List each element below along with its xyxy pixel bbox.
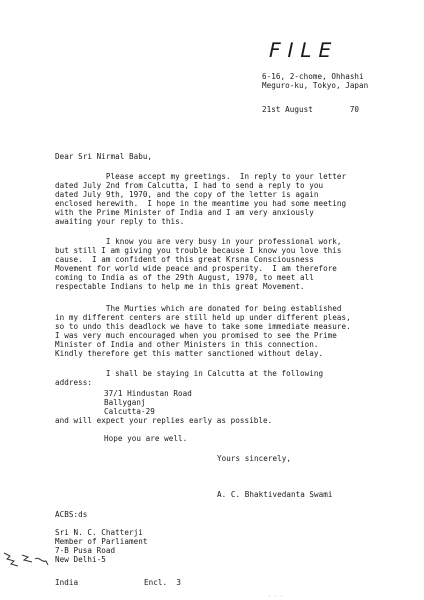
paragraph-line: Kindly therefore get this matter sanctioned without delay. [55, 349, 324, 358]
recipient-country: India [55, 578, 79, 587]
recipient-line: Sri N. C. Chatterji [55, 528, 143, 537]
sender-address-line-2: Meguro-ku, Tokyo, Japan [262, 81, 369, 90]
paragraph-line: The Murties which are donated for being established [55, 304, 342, 313]
recipient-line: Member of Parliament [55, 537, 148, 546]
file-stamp: FILE [266, 38, 341, 62]
paragraph-line: so to undo this deadlock we have to take some immediate measure. [55, 322, 351, 331]
paragraph-line: dated July 2nd from Calcutta, I had to send a reply to you [55, 181, 324, 190]
paragraph-line: in my different centers are still held up under different pleas, [55, 313, 351, 322]
stay-address-line: 37/1 Hindustan Road [104, 389, 192, 398]
scan-edge-mark: · · · [268, 594, 284, 600]
typist-initials: ACBS:ds [55, 510, 88, 519]
expect-line: and will expect your replies early as possible. [55, 416, 273, 425]
paragraph-line: but still I am giving you trouble because I know you love this [55, 246, 342, 255]
sign-off: Yours sincerely, [217, 454, 291, 463]
paragraph-line: Movement for world wide peace and prosperity. I am therefore [55, 264, 337, 273]
paragraph-line: I shall be staying in Calcutta at the following [55, 369, 324, 378]
letter-date: 21st August 70 [262, 105, 360, 114]
sender-address-line-1: 6-16, 2-chome, Ohhashi [262, 72, 364, 81]
recipient-line: New Delhi-5 [55, 555, 106, 564]
stay-address-line: Calcutta-29 [104, 407, 155, 416]
paragraph-line: I was very much encouraged when you promised to see the Prime [55, 331, 337, 340]
salutation: Dear Sri Nirmal Babu, [55, 152, 153, 161]
paragraph-line: with the Prime Minister of India and I am very anxiously [55, 208, 314, 217]
signature-name: A. C. Bhaktivedanta Swami [217, 490, 333, 499]
recipient-line: 7-B Pusa Road [55, 546, 116, 555]
paragraph-line: coming to India as of the 29th August, 1970, to meet all [55, 273, 314, 282]
paragraph-line: address: [55, 378, 92, 387]
paragraph-line: awaiting your reply to this. [55, 217, 185, 226]
paragraph-line: Minister of India and other Ministers in this connection. [55, 340, 319, 349]
paragraph-line: dated July 9th, 1970, and the copy of the letter is again [55, 190, 319, 199]
stay-address-line: Ballyganj [104, 398, 146, 407]
paragraph-line: cause. I am confident of this great Krsna Consciousness [55, 255, 314, 264]
closing-wish: Hope you are well. [104, 434, 188, 443]
handwritten-mark-icon [2, 547, 50, 569]
paragraph-line: Please accept my greetings. In reply to your letter [55, 172, 347, 181]
paragraph-line: respectable Indians to help me in this great Movement. [55, 282, 305, 291]
paragraph-line: I know you are very busy in your professional work, [55, 237, 342, 246]
paragraph-line: enclosed herewith. I hope in the meantime you had some meeting [55, 199, 347, 208]
enclosure-note: Encl. 3 [144, 578, 181, 587]
